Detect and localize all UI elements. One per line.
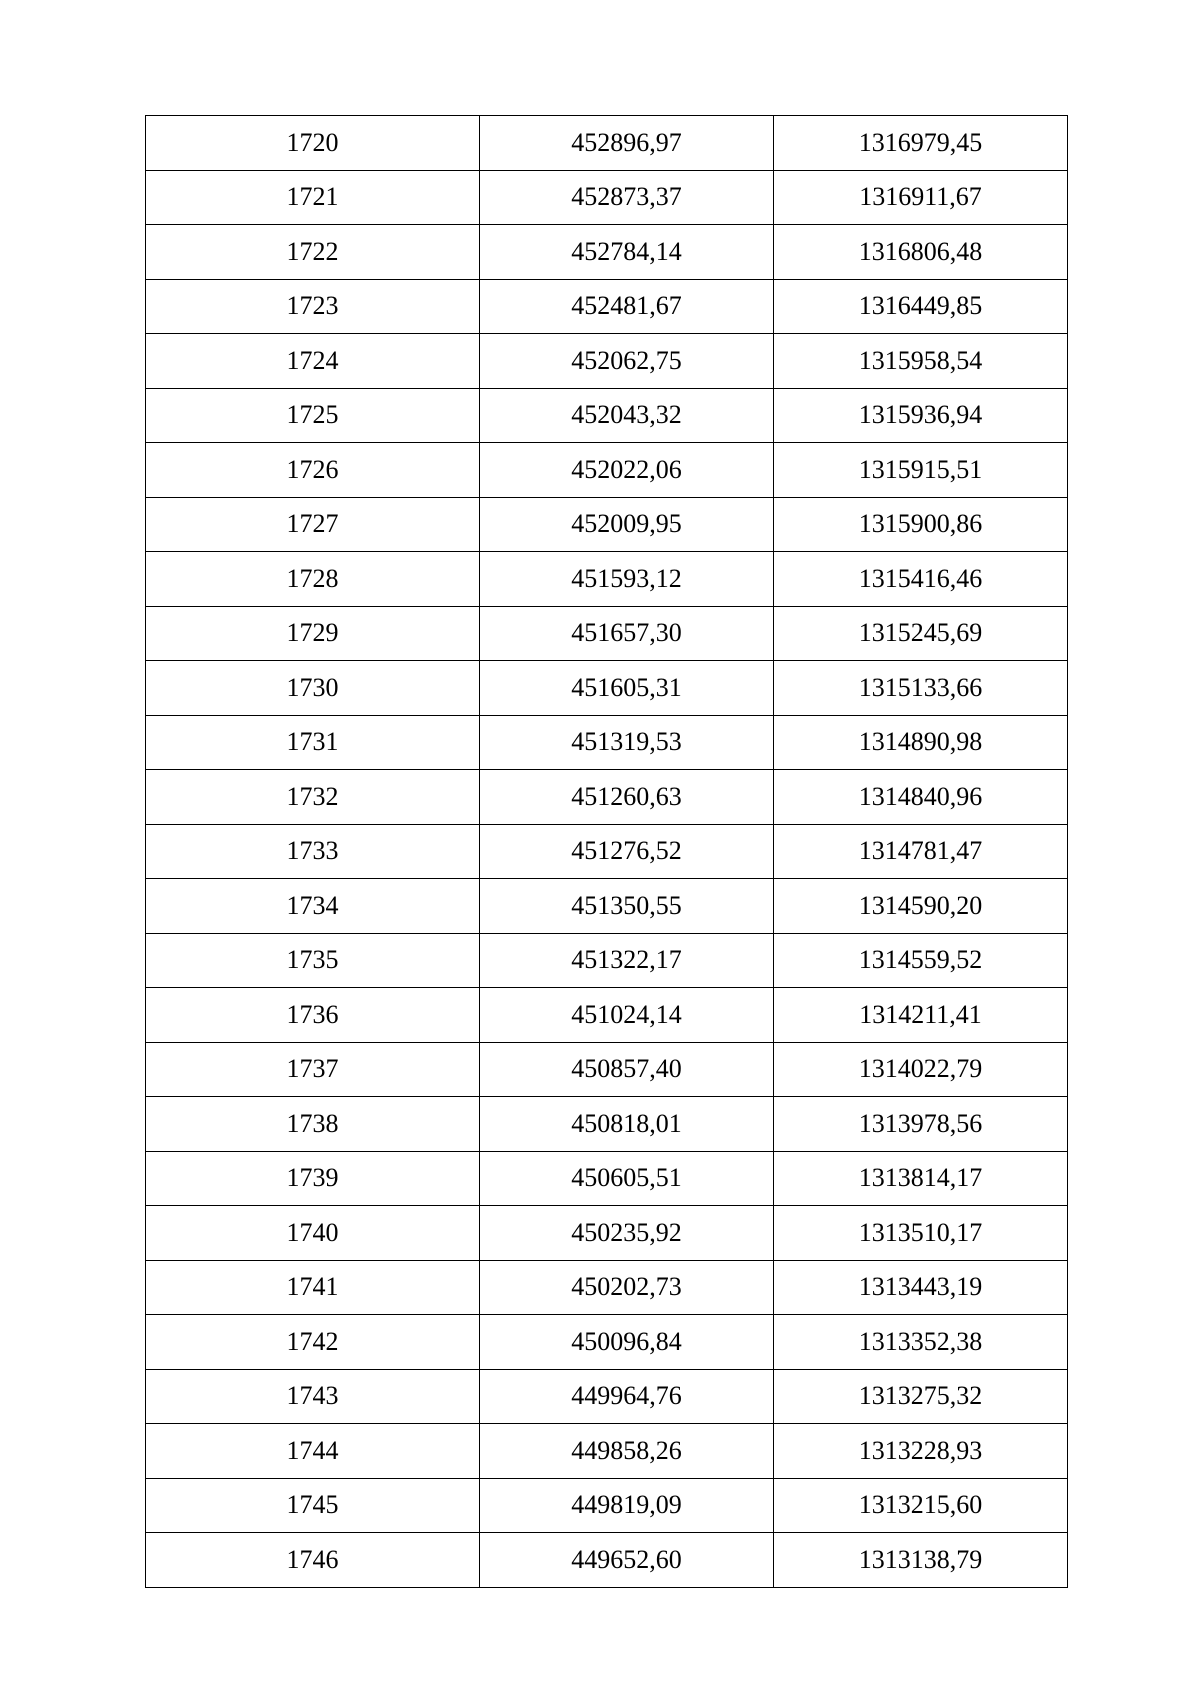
table-row	[146, 1260, 1068, 1315]
y-coordinate-cell: 1314211,41	[774, 988, 1068, 1043]
table-row	[146, 1369, 1068, 1424]
table-row	[146, 443, 1068, 498]
table-row	[146, 116, 1068, 171]
point-number-cell: 1727	[146, 497, 480, 552]
y-coordinate-cell: 1314590,20	[774, 879, 1068, 934]
point-number-cell: 1745	[146, 1478, 480, 1533]
x-coordinate-cell: 450235,92	[480, 1206, 774, 1261]
y-coordinate-cell: 1313443,19	[774, 1260, 1068, 1315]
point-number-cell: 1734	[146, 879, 480, 934]
point-number-cell: 1742	[146, 1315, 480, 1370]
point-number-cell: 1726	[146, 443, 480, 498]
x-coordinate-cell: 449964,76	[480, 1369, 774, 1424]
table-row	[146, 1533, 1068, 1588]
table-row	[146, 1478, 1068, 1533]
y-coordinate-cell: 1313228,93	[774, 1424, 1068, 1479]
x-coordinate-cell: 450096,84	[480, 1315, 774, 1370]
x-coordinate-cell: 452062,75	[480, 334, 774, 389]
y-coordinate-cell: 1315133,66	[774, 661, 1068, 716]
x-coordinate-cell: 451350,55	[480, 879, 774, 934]
x-coordinate-cell: 452022,06	[480, 443, 774, 498]
y-coordinate-cell: 1314781,47	[774, 824, 1068, 879]
y-coordinate-cell: 1313275,32	[774, 1369, 1068, 1424]
point-number-cell: 1729	[146, 606, 480, 661]
point-number-cell: 1728	[146, 552, 480, 607]
y-coordinate-cell: 1313215,60	[774, 1478, 1068, 1533]
table-row	[146, 1206, 1068, 1261]
point-number-cell: 1743	[146, 1369, 480, 1424]
table-row	[146, 1097, 1068, 1152]
point-number-cell: 1736	[146, 988, 480, 1043]
table-row	[146, 279, 1068, 334]
y-coordinate-cell: 1315245,69	[774, 606, 1068, 661]
table-row	[146, 824, 1068, 879]
y-coordinate-cell: 1316449,85	[774, 279, 1068, 334]
point-number-cell: 1735	[146, 933, 480, 988]
x-coordinate-cell: 450202,73	[480, 1260, 774, 1315]
y-coordinate-cell: 1316911,67	[774, 170, 1068, 225]
y-coordinate-cell: 1316806,48	[774, 225, 1068, 280]
x-coordinate-cell: 452481,67	[480, 279, 774, 334]
y-coordinate-cell: 1313814,17	[774, 1151, 1068, 1206]
point-number-cell: 1731	[146, 715, 480, 770]
point-number-cell: 1744	[146, 1424, 480, 1479]
x-coordinate-cell: 451276,52	[480, 824, 774, 879]
x-coordinate-cell: 452784,14	[480, 225, 774, 280]
x-coordinate-cell: 449858,26	[480, 1424, 774, 1479]
coordinates-table	[145, 115, 1068, 1588]
y-coordinate-cell: 1314890,98	[774, 715, 1068, 770]
table-row	[146, 879, 1068, 934]
table-row	[146, 1424, 1068, 1479]
table-row	[146, 497, 1068, 552]
x-coordinate-cell: 451322,17	[480, 933, 774, 988]
point-number-cell: 1733	[146, 824, 480, 879]
table-row	[146, 661, 1068, 716]
x-coordinate-cell: 451657,30	[480, 606, 774, 661]
point-number-cell: 1723	[146, 279, 480, 334]
y-coordinate-cell: 1313352,38	[774, 1315, 1068, 1370]
table-row	[146, 715, 1068, 770]
point-number-cell: 1732	[146, 770, 480, 825]
y-coordinate-cell: 1315936,94	[774, 388, 1068, 443]
table-row	[146, 1042, 1068, 1097]
x-coordinate-cell: 452043,32	[480, 388, 774, 443]
x-coordinate-cell: 451605,31	[480, 661, 774, 716]
y-coordinate-cell: 1314022,79	[774, 1042, 1068, 1097]
point-number-cell: 1741	[146, 1260, 480, 1315]
x-coordinate-cell: 452009,95	[480, 497, 774, 552]
x-coordinate-cell: 449652,60	[480, 1533, 774, 1588]
x-coordinate-cell: 450857,40	[480, 1042, 774, 1097]
y-coordinate-cell: 1315915,51	[774, 443, 1068, 498]
x-coordinate-cell: 452896,97	[480, 116, 774, 171]
table-row	[146, 988, 1068, 1043]
table-row	[146, 552, 1068, 607]
y-coordinate-cell: 1313978,56	[774, 1097, 1068, 1152]
x-coordinate-cell: 452873,37	[480, 170, 774, 225]
table-row	[146, 388, 1068, 443]
y-coordinate-cell: 1314840,96	[774, 770, 1068, 825]
x-coordinate-cell: 451593,12	[480, 552, 774, 607]
x-coordinate-cell: 451260,63	[480, 770, 774, 825]
coordinates-table-body	[146, 116, 1068, 1588]
table-row	[146, 1315, 1068, 1370]
table-row	[146, 933, 1068, 988]
table-row	[146, 334, 1068, 389]
x-coordinate-cell: 449819,09	[480, 1478, 774, 1533]
point-number-cell: 1724	[146, 334, 480, 389]
y-coordinate-cell: 1314559,52	[774, 933, 1068, 988]
table-row	[146, 606, 1068, 661]
y-coordinate-cell: 1316979,45	[774, 116, 1068, 171]
point-number-cell: 1722	[146, 225, 480, 280]
point-number-cell: 1746	[146, 1533, 480, 1588]
point-number-cell: 1737	[146, 1042, 480, 1097]
point-number-cell: 1730	[146, 661, 480, 716]
x-coordinate-cell: 450605,51	[480, 1151, 774, 1206]
y-coordinate-cell: 1313510,17	[774, 1206, 1068, 1261]
point-number-cell: 1740	[146, 1206, 480, 1261]
y-coordinate-cell: 1315416,46	[774, 552, 1068, 607]
y-coordinate-cell: 1315900,86	[774, 497, 1068, 552]
table-row	[146, 1151, 1068, 1206]
x-coordinate-cell: 451024,14	[480, 988, 774, 1043]
point-number-cell: 1725	[146, 388, 480, 443]
point-number-cell: 1721	[146, 170, 480, 225]
point-number-cell: 1739	[146, 1151, 480, 1206]
y-coordinate-cell: 1315958,54	[774, 334, 1068, 389]
point-number-cell: 1738	[146, 1097, 480, 1152]
x-coordinate-cell: 450818,01	[480, 1097, 774, 1152]
table-row	[146, 225, 1068, 280]
table-row	[146, 170, 1068, 225]
y-coordinate-cell: 1313138,79	[774, 1533, 1068, 1588]
point-number-cell: 1720	[146, 116, 480, 171]
table-row	[146, 770, 1068, 825]
x-coordinate-cell: 451319,53	[480, 715, 774, 770]
